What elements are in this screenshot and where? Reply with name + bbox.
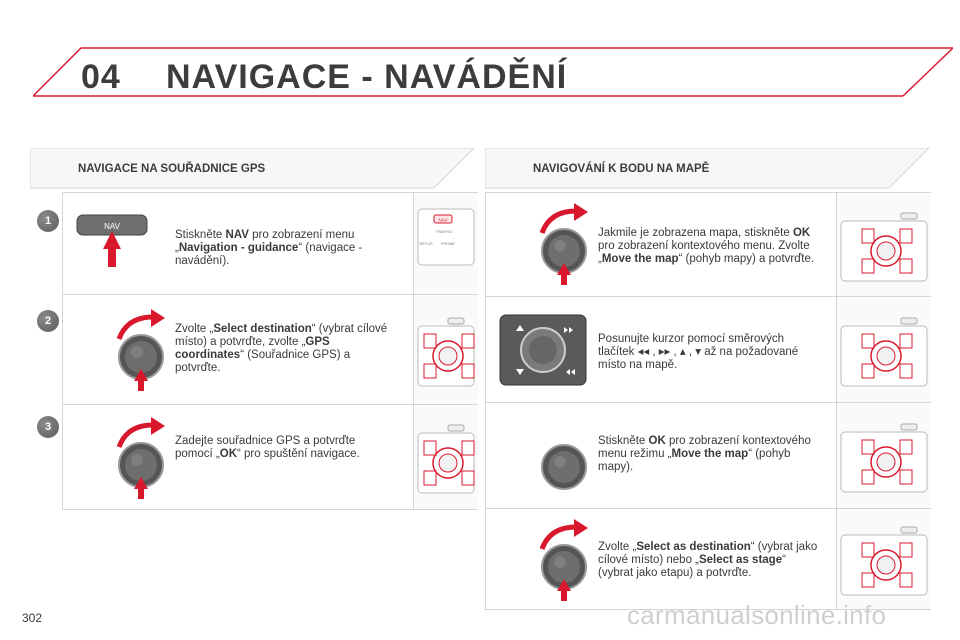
svg-text:SETUP: SETUP — [419, 241, 433, 246]
svg-text:TRAFFIC: TRAFFIC — [435, 229, 453, 234]
left-step-2-text: Zvolte „Select destination“ (vybrat cílové místo) a potvrďte, zvolte „GPS coordinates“ (Souřadnice GPS) a potvrďte. — [175, 323, 388, 374]
page-number: 302 — [22, 611, 43, 625]
radio-panel-thumbnail — [413, 193, 478, 295]
chapter-header — [33, 46, 953, 106]
chapter-title: NAVIGACE - NAVÁDĚNÍ — [166, 58, 568, 96]
chapter-number: 04 — [81, 58, 121, 96]
right-step-4 — [485, 508, 931, 610]
control-panel-thumbnail — [836, 297, 931, 403]
step-1-badge: 1 — [37, 210, 59, 232]
left-step-2 — [62, 294, 478, 406]
left-section — [30, 148, 480, 508]
left-step-3 — [62, 404, 478, 510]
right-section-title: NAVIGOVÁNÍ K BODU NA MAPĚ — [533, 163, 710, 175]
control-panel-thumbnail — [836, 509, 931, 609]
control-panel-thumbnail — [836, 193, 931, 297]
knob-illustration — [536, 203, 596, 290]
knob-illustration — [536, 419, 596, 506]
left-step-1 — [62, 192, 478, 296]
left-section-title: NAVIGACE NA SOUŘADNICE GPS — [78, 163, 266, 175]
nav-button-label: NAV — [104, 222, 120, 231]
footer-watermark: carmanualsonline.info — [627, 600, 887, 630]
right-step-2 — [485, 296, 931, 404]
direction-pad-illustration — [498, 313, 588, 387]
control-panel-thumbnail — [413, 405, 478, 509]
right-step-3 — [485, 402, 931, 510]
step-2-badge: 2 — [37, 310, 59, 332]
right-step-1 — [485, 192, 931, 298]
svg-text:PHONE: PHONE — [440, 241, 456, 246]
right-section — [485, 148, 935, 608]
knob-illustration — [536, 519, 596, 606]
knob-illustration — [113, 417, 173, 504]
svg-text:NAV: NAV — [438, 217, 448, 223]
nav-button-illustration — [75, 203, 155, 269]
control-panel-thumbnail — [836, 403, 931, 509]
control-panel-thumbnail — [413, 295, 478, 405]
left-step-3-text: Zadejte souřadnice GPS a potvrďte pomocí „OK“ pro spuštění navigace. — [175, 435, 360, 460]
knob-illustration — [113, 309, 173, 396]
right-step-3-text: Stiskněte OK pro zobrazení kontextového menu režimu „Move the map“ (pohyb mapy). — [598, 435, 811, 473]
right-step-4-text: Zvolte „Select as destination“ (vybrat jako cílové místo) nebo „Select as stage“ (vybrat jako etapu) a potvrďte. — [598, 541, 818, 579]
right-step-1-text: Jakmile je zobrazena mapa, stiskněte OK pro zobrazení kontextového menu. Zvolte „Move the map“ (pohyb mapy) a potvrďte. — [598, 227, 815, 265]
left-step-1-text: Stiskněte NAV pro zobrazení menu „Navigation - guidance“ (navigace - navádění). — [175, 229, 363, 267]
step-3-badge: 3 — [37, 416, 59, 438]
right-step-2-text: Posunujte kurzor pomocí směrových tlačítek ◂◂ , ▸▸ , ▴ , ▾ až na požadované místo na mapě. — [598, 333, 799, 371]
